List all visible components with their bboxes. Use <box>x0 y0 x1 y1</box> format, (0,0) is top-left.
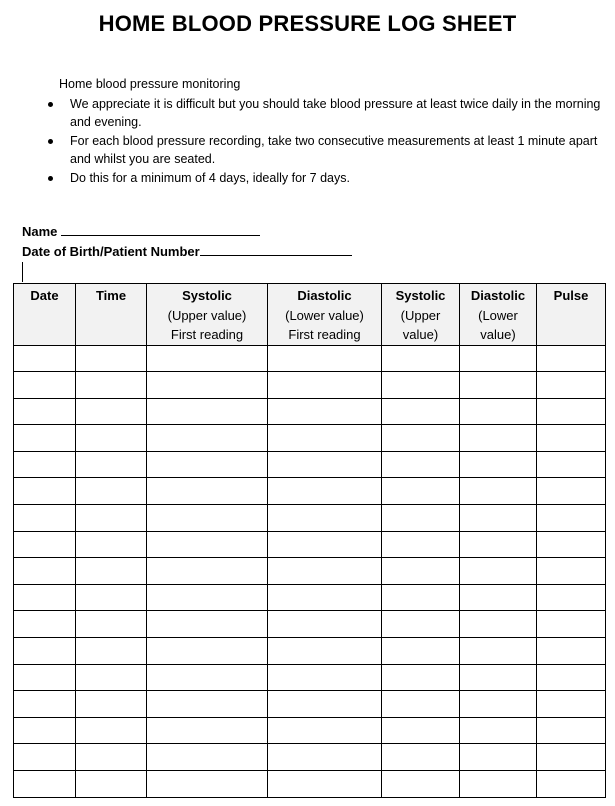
table-cell[interactable] <box>460 664 537 691</box>
table-cell[interactable] <box>537 771 606 798</box>
table-cell[interactable] <box>14 771 76 798</box>
table-row <box>14 558 606 585</box>
table-cell[interactable] <box>14 451 76 478</box>
dob-input-line[interactable] <box>200 242 352 256</box>
table-cell[interactable] <box>76 691 147 718</box>
table-cell[interactable] <box>76 425 147 452</box>
column-header-systolic: Systolic (Upper value) <box>382 284 460 346</box>
name-input-line[interactable] <box>61 222 260 236</box>
table-cell[interactable] <box>537 638 606 665</box>
bullet-icon <box>48 139 53 144</box>
column-header-diastolic-first: Diastolic (Lower value) First reading <box>268 284 382 346</box>
bullet-icon <box>48 176 53 181</box>
table-cell[interactable] <box>268 451 382 478</box>
table-cell[interactable] <box>382 372 460 399</box>
table-row <box>14 478 606 505</box>
table-cell[interactable] <box>460 531 537 558</box>
table-cell[interactable] <box>76 744 147 771</box>
column-header-date: Date <box>14 284 76 346</box>
table-cell[interactable] <box>537 691 606 718</box>
table-cell[interactable] <box>537 451 606 478</box>
table-cell[interactable] <box>147 372 268 399</box>
table-cell[interactable] <box>147 425 268 452</box>
table-cell[interactable] <box>268 584 382 611</box>
table-cell[interactable] <box>382 558 460 585</box>
table-cell[interactable] <box>76 584 147 611</box>
table-cell[interactable] <box>382 638 460 665</box>
table-cell[interactable] <box>382 531 460 558</box>
table-cell[interactable] <box>76 372 147 399</box>
table-row <box>14 717 606 744</box>
table-cell[interactable] <box>537 558 606 585</box>
table-cell[interactable] <box>268 478 382 505</box>
log-table-body <box>14 345 606 797</box>
table-cell[interactable] <box>382 584 460 611</box>
table-cell[interactable] <box>76 771 147 798</box>
table-cell[interactable] <box>76 505 147 532</box>
table-cell[interactable] <box>268 398 382 425</box>
table-cell[interactable] <box>147 691 268 718</box>
column-header-pulse: Pulse <box>537 284 606 346</box>
table-cell[interactable] <box>147 638 268 665</box>
column-header-systolic-first: Systolic (Upper value) First reading <box>147 284 268 346</box>
table-cell[interactable] <box>14 531 76 558</box>
table-cell[interactable] <box>460 345 537 372</box>
table-cell[interactable] <box>382 478 460 505</box>
table-cell[interactable] <box>268 372 382 399</box>
table-cell[interactable] <box>537 478 606 505</box>
instruction-item <box>45 95 605 131</box>
table-cell[interactable] <box>14 345 76 372</box>
table-cell[interactable] <box>460 558 537 585</box>
table-cell[interactable] <box>268 664 382 691</box>
table-cell[interactable] <box>537 345 606 372</box>
table-row <box>14 345 606 372</box>
instruction-text: We appreciate it is difficult but you should take blood pressure at least twice daily in the morning and evening. <box>70 97 601 129</box>
table-cell[interactable] <box>76 611 147 638</box>
table-row <box>14 398 606 425</box>
table-row <box>14 691 606 718</box>
table-cell[interactable] <box>14 398 76 425</box>
table-cell[interactable] <box>382 691 460 718</box>
table-cell[interactable] <box>147 664 268 691</box>
table-row <box>14 505 606 532</box>
table-cell[interactable] <box>76 531 147 558</box>
table-cell[interactable] <box>14 744 76 771</box>
table-cell[interactable] <box>268 425 382 452</box>
table-cell[interactable] <box>14 425 76 452</box>
table-cell[interactable] <box>147 584 268 611</box>
instruction-text: For each blood pressure recording, take two consecutive measurements at least 1 minute apart and whilst you are seated. <box>70 134 598 166</box>
table-row <box>14 451 606 478</box>
table-row <box>14 771 606 798</box>
table-row <box>14 372 606 399</box>
log-table <box>13 283 606 798</box>
table-cell[interactable] <box>382 771 460 798</box>
table-cell[interactable] <box>460 372 537 399</box>
instruction-item <box>45 169 605 187</box>
table-cell[interactable] <box>460 638 537 665</box>
table-cell[interactable] <box>14 584 76 611</box>
table-cell[interactable] <box>76 717 147 744</box>
table-cell[interactable] <box>147 717 268 744</box>
text-cursor <box>22 262 23 282</box>
table-cell[interactable] <box>460 584 537 611</box>
header-row <box>14 284 606 346</box>
table-cell[interactable] <box>76 638 147 665</box>
table-cell[interactable] <box>268 638 382 665</box>
table-cell[interactable] <box>268 345 382 372</box>
table-cell[interactable] <box>147 451 268 478</box>
table-cell[interactable] <box>537 664 606 691</box>
table-cell[interactable] <box>147 558 268 585</box>
table-row <box>14 611 606 638</box>
table-cell[interactable] <box>268 717 382 744</box>
name-label: Name <box>22 224 58 239</box>
instruction-list <box>45 95 605 188</box>
table-cell[interactable] <box>460 451 537 478</box>
table-cell[interactable] <box>382 744 460 771</box>
table-cell[interactable] <box>147 531 268 558</box>
table-row <box>14 638 606 665</box>
dob-field <box>22 242 352 259</box>
table-cell[interactable] <box>460 478 537 505</box>
table-cell[interactable] <box>537 531 606 558</box>
table-cell[interactable] <box>14 558 76 585</box>
table-row <box>14 425 606 452</box>
table-cell[interactable] <box>460 744 537 771</box>
table-cell[interactable] <box>460 425 537 452</box>
table-cell[interactable] <box>537 584 606 611</box>
table-row <box>14 584 606 611</box>
table-cell[interactable] <box>76 558 147 585</box>
table-cell[interactable] <box>14 478 76 505</box>
table-cell[interactable] <box>14 372 76 399</box>
table-cell[interactable] <box>382 345 460 372</box>
table-cell[interactable] <box>76 451 147 478</box>
instruction-item <box>45 132 605 168</box>
dob-label: Date of Birth/Patient Number <box>22 244 200 259</box>
table-cell[interactable] <box>268 611 382 638</box>
table-cell[interactable] <box>382 717 460 744</box>
table-cell[interactable] <box>76 398 147 425</box>
table-cell[interactable] <box>537 372 606 399</box>
table-cell[interactable] <box>14 664 76 691</box>
table-cell[interactable] <box>268 691 382 718</box>
table-cell[interactable] <box>537 717 606 744</box>
table-cell[interactable] <box>460 771 537 798</box>
intro-text: Home blood pressure monitoring <box>59 77 241 91</box>
table-cell[interactable] <box>14 717 76 744</box>
table-cell[interactable] <box>147 478 268 505</box>
table-cell[interactable] <box>382 451 460 478</box>
table-cell[interactable] <box>268 531 382 558</box>
table-cell[interactable] <box>14 691 76 718</box>
table-cell[interactable] <box>537 505 606 532</box>
bullet-icon <box>48 102 53 107</box>
table-cell[interactable] <box>76 664 147 691</box>
table-cell[interactable] <box>382 664 460 691</box>
table-cell[interactable] <box>147 744 268 771</box>
table-cell[interactable] <box>382 398 460 425</box>
table-row <box>14 664 606 691</box>
table-cell[interactable] <box>537 744 606 771</box>
table-cell[interactable] <box>460 398 537 425</box>
table-cell[interactable] <box>268 771 382 798</box>
table-cell[interactable] <box>147 505 268 532</box>
table-cell[interactable] <box>382 505 460 532</box>
table-cell[interactable] <box>460 505 537 532</box>
table-cell[interactable] <box>147 611 268 638</box>
page-title: HOME BLOOD PRESSURE LOG SHEET <box>98 11 517 36</box>
table-cell[interactable] <box>14 611 76 638</box>
table-cell[interactable] <box>268 505 382 532</box>
table-cell[interactable] <box>268 558 382 585</box>
table-cell[interactable] <box>14 638 76 665</box>
table-cell[interactable] <box>537 611 606 638</box>
table-cell[interactable] <box>268 744 382 771</box>
table-cell[interactable] <box>382 611 460 638</box>
table-cell[interactable] <box>76 345 147 372</box>
column-header-diastolic: Diastolic (Lower value) <box>460 284 537 346</box>
table-cell[interactable] <box>537 398 606 425</box>
table-row <box>14 531 606 558</box>
table-cell[interactable] <box>147 398 268 425</box>
column-header-time: Time <box>76 284 147 346</box>
table-cell[interactable] <box>382 425 460 452</box>
table-cell[interactable] <box>147 771 268 798</box>
table-cell[interactable] <box>14 505 76 532</box>
table-cell[interactable] <box>537 425 606 452</box>
table-cell[interactable] <box>147 345 268 372</box>
table-cell[interactable] <box>460 611 537 638</box>
table-row <box>14 744 606 771</box>
table-cell[interactable] <box>76 478 147 505</box>
instruction-text: Do this for a minimum of 4 days, ideally for 7 days. <box>70 171 350 185</box>
name-field <box>22 222 260 239</box>
table-cell[interactable] <box>460 717 537 744</box>
table-cell[interactable] <box>460 691 537 718</box>
